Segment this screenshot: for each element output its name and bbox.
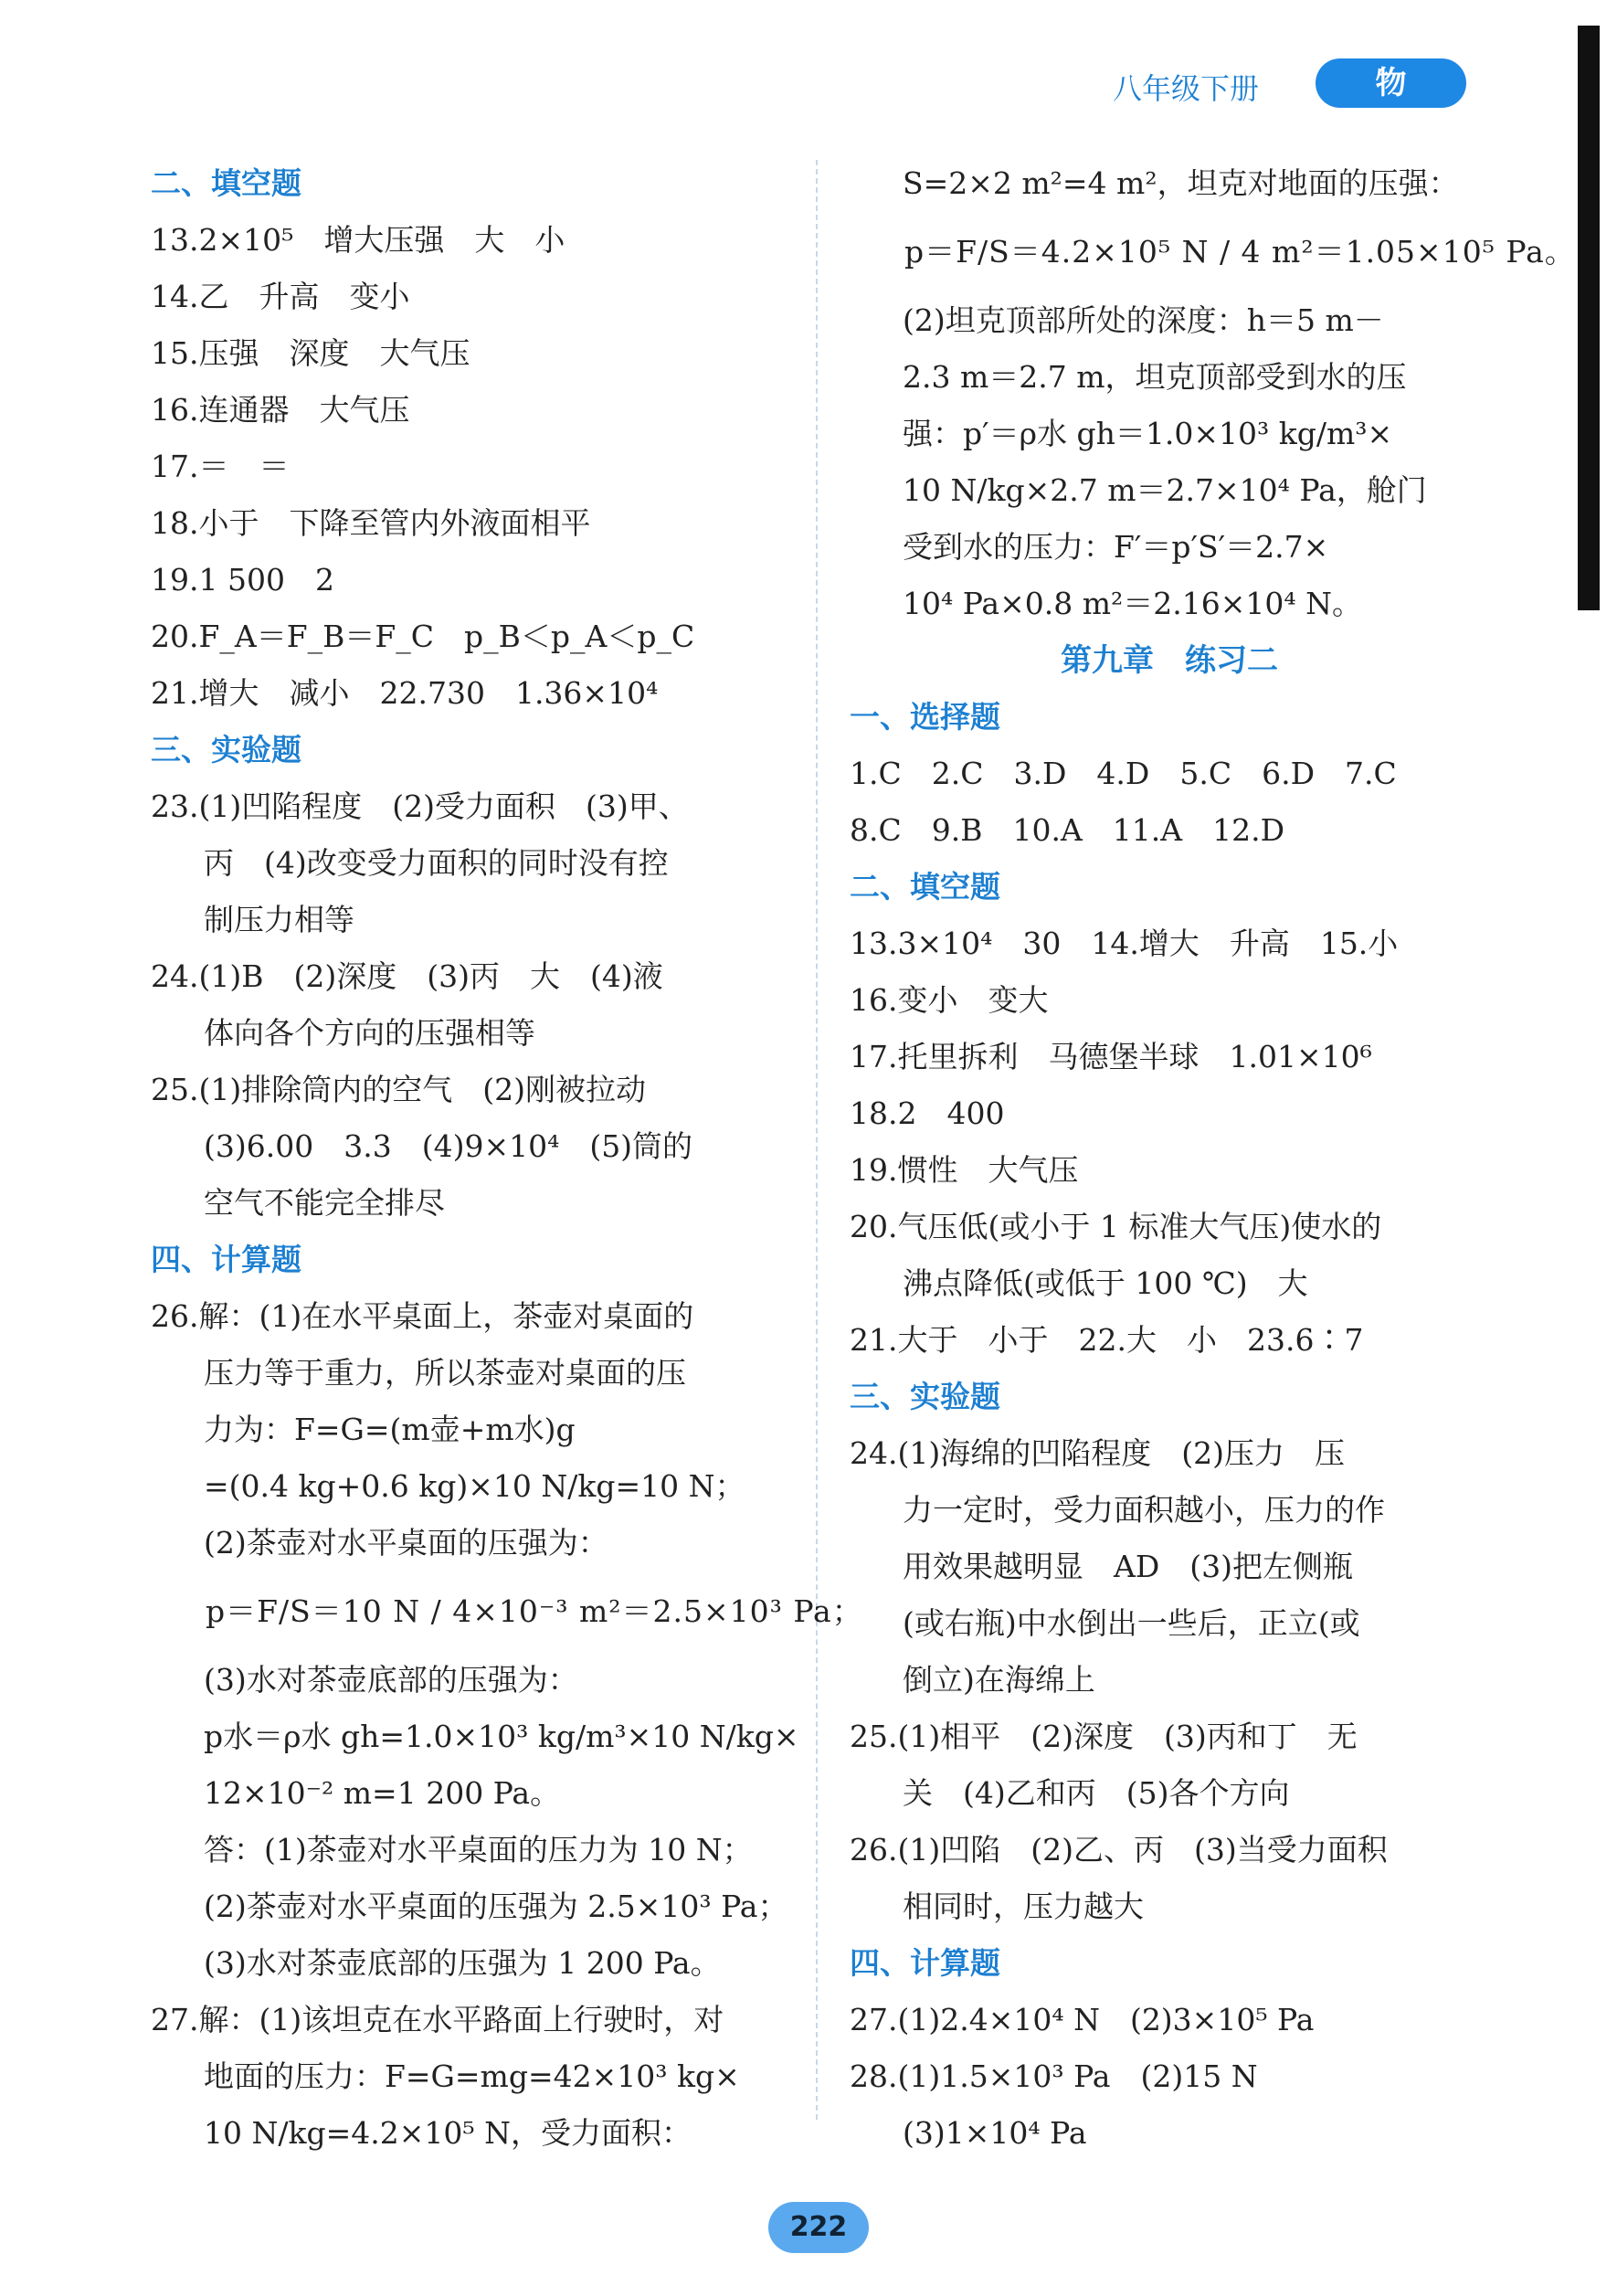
answer-continuation: 制压力相等 [204, 902, 354, 937]
answer-continuation: (2)坦克顶部所处的深度：h＝5 m－ [903, 302, 1384, 338]
answer-line: 19.惯性 大气压 [850, 1152, 1079, 1188]
answer-line: 8.C 9.B 10.A 11.A 12.D [850, 812, 1285, 848]
answer-continuation: (2)茶壶对水平桌面的压强为： [204, 1525, 608, 1561]
answer-line: 28.(1)1.5×10³ Pa (2)15 N [850, 2058, 1258, 2094]
section-heading: 四、计算题 [151, 1242, 301, 1277]
answer-continuation: 沸点降低(或低于 100 ℃) 大 [903, 1265, 1308, 1301]
answer-continuation: 10 N/kg×2.7 m＝2.7×10⁴ Pa，舱门 [903, 472, 1427, 508]
page-edge-bar [1578, 26, 1600, 610]
answer-continuation: (3)水对茶壶底部的压强为 1 200 Pa。 [204, 1945, 721, 1981]
answer-line: 14.乙 升高 变小 [151, 279, 410, 314]
section-heading: 二、填空题 [151, 165, 301, 201]
answer-line: 18.2 400 [850, 1095, 1005, 1131]
answer-line: 18.小于 下降至管内外液面相平 [151, 505, 591, 541]
answer-line: 16.连通器 大气压 [151, 392, 410, 428]
section-heading: 三、实验题 [850, 1379, 1000, 1414]
answer-continuation: 相同时，压力越大 [903, 1889, 1144, 1924]
answer-continuation: (或右瓶)中水倒出一些后，正立(或 [903, 1605, 1360, 1641]
answer-line: 21.增大 减小 22.730 1.36×10⁴ [151, 675, 659, 711]
answer-continuation: 12×10⁻² m=1 200 Pa。 [204, 1775, 561, 1811]
section-heading: 三、实验题 [151, 732, 301, 767]
formula-line: p＝F/S＝10 N / 4×10⁻³ m²＝2.5×10³ Pa； [206, 1593, 863, 1629]
answer-line: 23.(1)凹陷程度 (2)受力面积 (3)甲、 [151, 788, 689, 824]
answer-continuation: 倒立)在海绵上 [903, 1662, 1095, 1698]
answer-line: 17.托里拆利 马德堡半球 1.01×10⁶ [850, 1039, 1372, 1074]
answer-line: 16.变小 变大 [850, 982, 1049, 1018]
answer-continuation: p水＝ρ水 gh=1.0×10³ kg/m³×10 N/kg× [204, 1719, 799, 1754]
answer-line: 26.解：(1)在水平桌面上，茶壶对桌面的 [151, 1298, 694, 1334]
answer-continuation: 答：(1)茶壶对水平桌面的压力为 10 N； [204, 1832, 753, 1867]
right-column [850, 155, 1576, 2162]
answer-continuation: 丙 (4)改变受力面积的同时没有控 [204, 845, 669, 881]
answer-continuation: 2.3 m＝2.7 m，坦克顶部受到水的压 [903, 359, 1407, 395]
subject-badge: 物 理 [1316, 58, 1466, 108]
chapter-heading: 第九章 练习二 [1061, 642, 1278, 679]
section-heading: 二、填空题 [850, 869, 1000, 905]
section-heading: 四、计算题 [850, 1945, 1000, 1981]
answer-continuation: (3)1×10⁴ Pa [903, 2115, 1087, 2151]
left-column [151, 155, 863, 2162]
answer-continuation: 压力等于重力，所以茶壶对桌面的压 [204, 1355, 686, 1391]
answer-line: 25.(1)排除筒内的空气 (2)刚被拉动 [151, 1072, 646, 1107]
answer-continuation: 10⁴ Pa×0.8 m²＝2.16×10⁴ N。 [903, 586, 1362, 621]
answer-line: 21.大于 小于 22.大 小 23.6∶7 [850, 1322, 1364, 1358]
answer-continuation: 强：p′＝ρ水 gh＝1.0×10³ kg/m³× [903, 416, 1393, 451]
answer-line: 17.＝ ＝ [151, 449, 290, 484]
answer-continuation: 空气不能完全排尽 [204, 1185, 445, 1221]
answer-continuation: 关 (4)乙和丙 (5)各个方向 [903, 1775, 1290, 1811]
answer-line: 26.(1)凹陷 (2)乙、丙 (3)当受力面积 [850, 1832, 1388, 1867]
answer-continuation: 力为：F=G=(m壶+m水)g [204, 1412, 576, 1447]
answer-continuation: S=2×2 m²=4 m²，坦克对地面的压强： [903, 165, 1459, 201]
answer-line: 13.2×10⁵ 增大压强 大 小 [151, 222, 565, 258]
answer-line: 15.压强 深度 大气压 [151, 335, 470, 371]
answer-line: 19.1 500 2 [151, 562, 334, 598]
answer-line: 20.气压低(或小于 1 标准大气压)使水的 [850, 1209, 1382, 1244]
section-heading: 一、选择题 [850, 699, 1000, 735]
answer-line: 25.(1)相平 (2)深度 (3)丙和丁 无 [850, 1719, 1358, 1754]
answer-continuation: =(0.4 kg+0.6 kg)×10 N/kg=10 N； [204, 1468, 745, 1504]
answer-line: 13.3×10⁴ 30 14.增大 升高 15.小 [850, 926, 1399, 961]
answer-continuation: 地面的压力：F=G=mg=42×10³ kg× [204, 2058, 740, 2094]
answer-continuation: (2)茶壶对水平桌面的压强为 2.5×10³ Pa； [204, 1889, 788, 1924]
answer-continuation: (3)水对茶壶底部的压强为： [204, 1662, 578, 1698]
column-divider [816, 160, 818, 2120]
answer-continuation: 体向各个方向的压强相等 [204, 1015, 535, 1051]
answer-continuation: 受到水的压力：F′＝p′S′＝2.7× [903, 529, 1329, 565]
formula-line: p＝F/S＝4.2×10⁵ N / 4 m²＝1.05×10⁵ Pa。 [904, 234, 1576, 270]
answer-continuation: 用效果越明显 AD (3)把左侧瓶 [903, 1549, 1354, 1584]
answer-line: 20.F_A＝F_B＝F_C p_B＜p_A＜p_C [151, 619, 695, 654]
answer-line: 27.解：(1)该坦克在水平路面上行驶时，对 [151, 2002, 724, 2037]
answer-continuation: (3)6.00 3.3 (4)9×10⁴ (5)筒的 [204, 1128, 693, 1164]
answer-line: 24.(1)B (2)深度 (3)丙 大 (4)液 [151, 958, 663, 994]
page-number: 222 [768, 2202, 869, 2253]
answer-line: 27.(1)2.4×10⁴ N (2)3×10⁵ Pa [850, 2002, 1315, 2037]
answer-line: 1.C 2.C 3.D 4.D 5.C 6.D 7.C [850, 756, 1397, 791]
header-grade: 八年级下册 [1113, 71, 1260, 106]
answer-continuation: 10 N/kg=4.2×10⁵ N，受力面积： [204, 2115, 692, 2151]
answer-line: 24.(1)海绵的凹陷程度 (2)压力 压 [850, 1435, 1345, 1471]
answer-continuation: 力一定时，受力面积越小，压力的作 [903, 1492, 1385, 1528]
